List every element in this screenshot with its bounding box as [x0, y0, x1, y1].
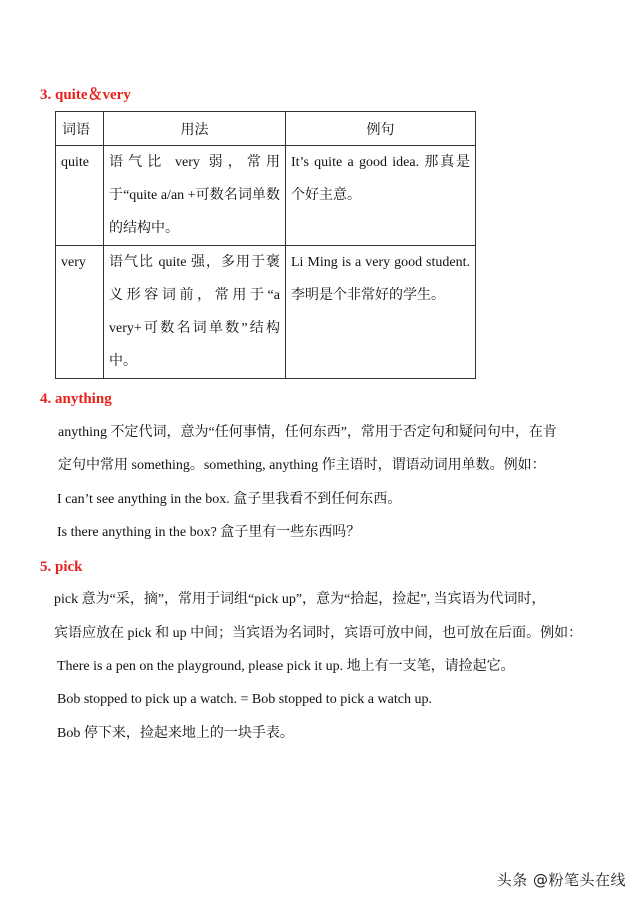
anything-example-1: I can’t see anything in the box. 盒子里我看不到任何东西。 — [57, 492, 402, 507]
header-example: 例句 — [286, 112, 476, 146]
row-example: Li Ming is a very good student. 李明是个非常好的学生。 — [286, 246, 476, 379]
pick-definition-line-1: pick 意为“采，摘”，常用于词组“pick up”，意为“拾起，捡起”, 当宾语为代词时， — [54, 592, 546, 607]
header-word: 词语 — [56, 112, 104, 146]
pick-definition-line-2: 宾语应放在 pick 和 up 中间；当宾语为名词时，宾语可放中间，也可放在后面。例如： — [54, 626, 583, 641]
row-word: quite — [56, 146, 104, 246]
row-example: It’s quite a good idea. 那真是个好主意。 — [286, 146, 476, 246]
quite-very-table — [55, 111, 476, 379]
table-row — [56, 146, 476, 246]
table-header-row — [56, 112, 476, 146]
header-usage: 用法 — [104, 112, 286, 146]
pick-example-2: Bob stopped to pick up a watch. = Bob stopped to pick a watch up. — [57, 692, 432, 707]
anything-example-2: Is there anything in the box? 盒子里有一些东西吗？ — [57, 525, 361, 540]
row-usage: 语气比 very 弱，常用于“quite a/an +可数名词单数的结构中。 — [104, 146, 286, 246]
pick-example-2-translation: Bob 停下来，捡起来地上的一块手表。 — [57, 726, 294, 741]
section-5-heading: 5. pick — [40, 559, 83, 575]
footer-watermark: 头条 @粉笔头在线 — [496, 871, 626, 889]
section-3-heading: 3. quite＆very — [40, 87, 131, 103]
pick-example-1: There is a pen on the playground, please pick it up. 地上有一支笔，请捡起它。 — [57, 659, 515, 674]
anything-definition-line-2: 定句中常用 something。something, anything 作主语时，谓语动词用单数。例如： — [58, 458, 546, 473]
anything-definition-line-1: anything 不定代词，意为“任何事情，任何东西”，常用于否定句和疑问句中，在肯 — [58, 425, 557, 440]
table-row — [56, 246, 476, 379]
row-word: very — [56, 246, 104, 379]
row-usage: 语气比 quite 强，多用于褒义形容词前，常用于“a very+可数名词单数”结构中。 — [104, 246, 286, 379]
section-4-heading: 4. anything — [40, 391, 112, 407]
